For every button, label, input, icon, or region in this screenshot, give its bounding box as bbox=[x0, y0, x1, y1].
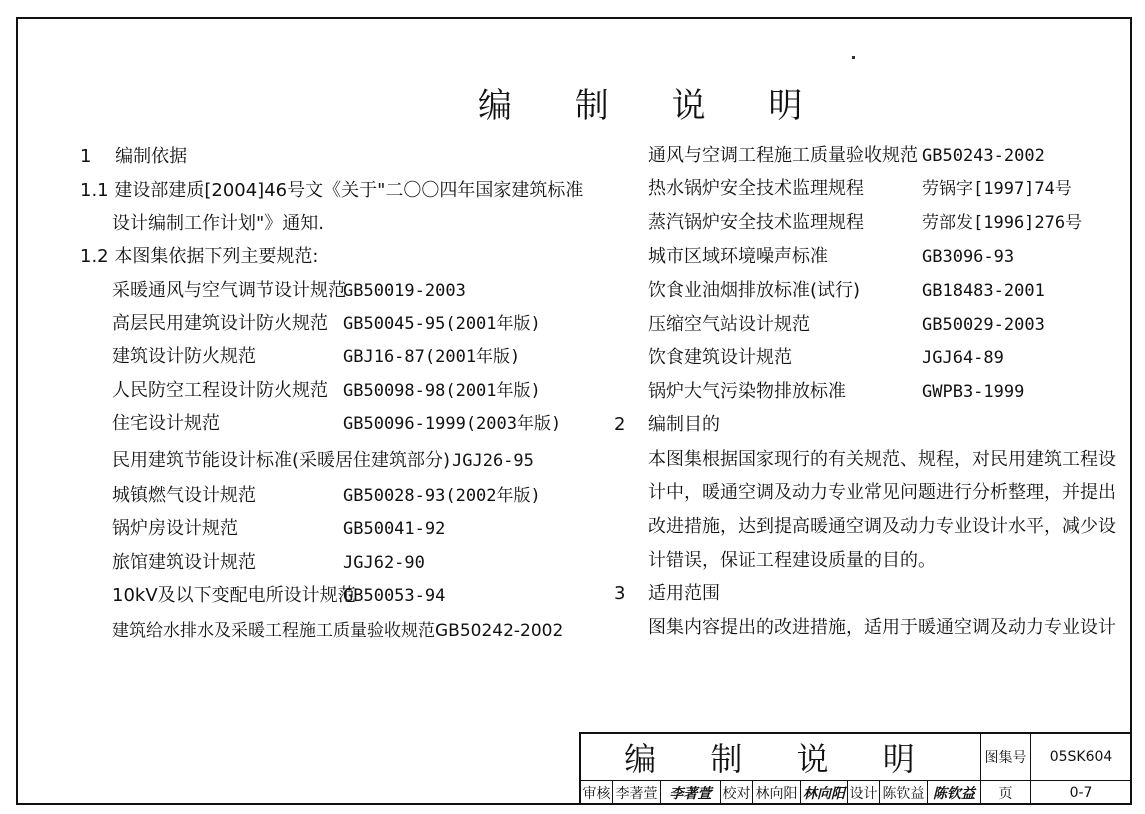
standard-code: GB3096-93 bbox=[922, 247, 1015, 267]
standard-code: GB50098-98(2001年版) bbox=[343, 381, 541, 401]
atlas-number-label: 图集号 bbox=[981, 734, 1031, 781]
speck bbox=[852, 56, 855, 59]
standard-name: 锅炉大气污染物排放标准 bbox=[648, 381, 846, 402]
designer-name: 陈钦益 bbox=[880, 781, 928, 805]
title-block-name: 编 制 说 明 bbox=[581, 734, 981, 781]
standard-name: 人民防空工程设计防火规范 bbox=[112, 380, 328, 401]
standard-code: GWPB3-1999 bbox=[922, 382, 1025, 402]
standard-code: 劳锅字[1997]74号 bbox=[922, 179, 1072, 199]
standard-code: GB50041-92 bbox=[343, 519, 446, 539]
standard-code: 劳部发[1996]276号 bbox=[922, 213, 1083, 233]
standard-name: 城市区域环境噪声标准 bbox=[648, 246, 828, 267]
standard-name: 饮食建筑设计规范 bbox=[648, 347, 792, 368]
atlas-number: 05SK604 bbox=[1031, 734, 1132, 781]
page-number: 0-7 bbox=[1031, 781, 1132, 805]
standard-name: 旅馆建筑设计规范 bbox=[112, 552, 256, 573]
standard-code: GB50045-95(2001年版) bbox=[343, 314, 541, 334]
standard-name: 10kV及以下变配电所设计规范 bbox=[112, 585, 356, 606]
section-3-paragraph-line: 图集内容提出的改进措施，适用于暖通空调及动力专业设计 bbox=[648, 617, 1116, 638]
standard-code: GB50029-2003 bbox=[922, 315, 1045, 335]
standard-name: 城镇燃气设计规范 bbox=[112, 485, 256, 506]
section-2-paragraph-line: 改进措施，达到提高暖通空调及动力专业设计水平，减少设 bbox=[648, 516, 1116, 537]
section-2-number: 2 bbox=[614, 414, 626, 435]
standard-name: 锅炉房设计规范 bbox=[112, 518, 238, 539]
standard-code: JGJ64-89 bbox=[922, 348, 1004, 368]
standard-code: GBJ16-87(2001年版) bbox=[343, 347, 521, 367]
standard-name: 高层民用建筑设计防火规范 bbox=[112, 313, 328, 334]
section-1-2-heading: 1.2 本图集依据下列主要规范: bbox=[80, 246, 319, 267]
standard-name: 压缩空气站设计规范 bbox=[648, 314, 810, 335]
standard-name: 蒸汽锅炉安全技术监理规程 bbox=[648, 212, 864, 233]
section-2-heading: 编制目的 bbox=[648, 414, 720, 435]
section-2-paragraph-line: 本图集根据国家现行的有关规范、规程，对民用建筑工程设 bbox=[648, 449, 1116, 470]
standard-code: GB50053-94 bbox=[343, 586, 446, 606]
reviewer-signature: 李著萱 bbox=[661, 781, 721, 805]
standard-code: GB50019-2003 bbox=[343, 281, 466, 301]
section-2-paragraph-line: 计中，暖通空调及动力专业常见问题进行分析整理，并提出 bbox=[648, 482, 1116, 503]
standard-code: GB50028-93(2002年版) bbox=[343, 486, 541, 506]
section-1-1-line-2: 设计编制工作计划"》通知. bbox=[112, 213, 324, 234]
standard-code: GB50096-1999(2003年版) bbox=[343, 414, 562, 434]
section-1-1-line-1: 1.1 建设部建质[2004]46号文《关于"二〇〇四年国家建筑标准 bbox=[80, 180, 584, 201]
standard-last-line: 建筑给水排水及采暖工程施工质量验收规范GB50242-2002 bbox=[112, 621, 564, 641]
standard-name: 通风与空调工程施工质量验收规范 bbox=[648, 145, 918, 166]
title-block bbox=[579, 732, 1132, 805]
design-label: 设计 bbox=[848, 781, 880, 805]
standard-name: 饮食业油烟排放标准(试行) bbox=[648, 280, 861, 301]
checker-signature: 林向阳 bbox=[801, 781, 848, 805]
section-3-heading: 适用范围 bbox=[648, 583, 720, 604]
standard-name: 住宅设计规范 bbox=[112, 413, 220, 434]
standard-name: 民用建筑节能设计标准(采暖居住建筑部分) bbox=[112, 450, 451, 471]
drawing-frame bbox=[16, 17, 1132, 805]
standard-code: JGJ62-90 bbox=[343, 553, 425, 573]
page-label: 页 bbox=[981, 781, 1031, 805]
section-1-heading: 1 编制依据 bbox=[80, 146, 188, 167]
standard-code: GB50243-2002 bbox=[922, 146, 1045, 166]
checker-name: 林向阳 bbox=[753, 781, 801, 805]
page-title: 编 制 说 明 bbox=[478, 86, 829, 126]
designer-signature: 陈钦益 bbox=[928, 781, 981, 805]
standard-code: JGJ26-95 bbox=[452, 451, 534, 471]
review-label: 审核 bbox=[581, 781, 613, 805]
standard-name: 热水锅炉安全技术监理规程 bbox=[648, 178, 864, 199]
standard-name: 采暖通风与空气调节设计规范 bbox=[112, 280, 346, 301]
standard-code: GB18483-2001 bbox=[922, 281, 1045, 301]
reviewer-name: 李著萱 bbox=[613, 781, 661, 805]
section-2-paragraph-line: 计错误，保证工程建设质量的目的。 bbox=[648, 550, 936, 571]
standard-name: 建筑设计防火规范 bbox=[112, 346, 256, 367]
section-3-number: 3 bbox=[614, 583, 626, 604]
check-label: 校对 bbox=[721, 781, 753, 805]
